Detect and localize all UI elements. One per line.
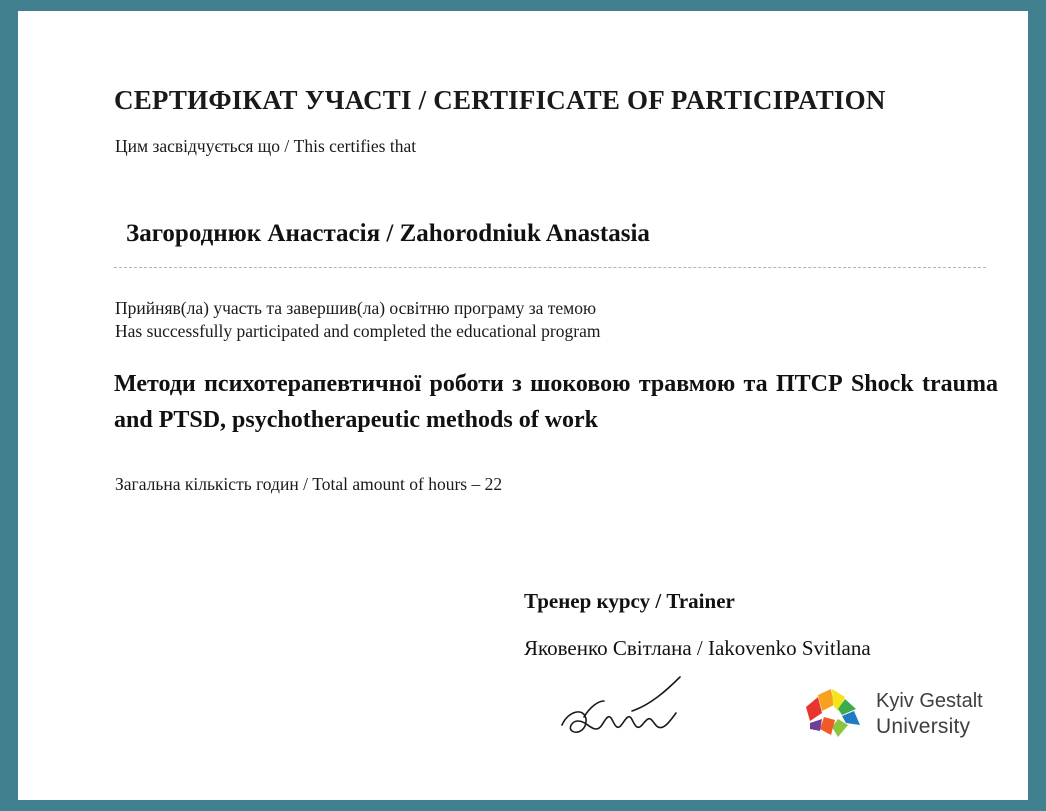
certificate-subtitle: Цим засвідчується що / This certifies that (115, 136, 417, 156)
participation-statement-en: Has successfully participated and completed the educational program (115, 321, 601, 341)
logo (804, 687, 994, 749)
recipient-name: Загороднюк Анастасія / Zahorodniuk Anastasia (126, 220, 650, 247)
signature-icon (554, 671, 754, 761)
participation-statement-uk: Прийняв(ла) участь та завершив(ла) освітню програму за темою (115, 298, 597, 318)
logo-text (876, 689, 983, 739)
certificate-title: СЕРТИФІКАТ УЧАСТІ / CERTIFICATE OF PARTICIPATION (114, 85, 886, 115)
logo-text-line1: Kyiv Gestalt (876, 690, 983, 712)
trainer-label: Тренер курсу / Trainer (524, 589, 735, 613)
kyiv-gestalt-university-logo-mark-icon (804, 687, 870, 745)
total-hours: Загальна кількість годин / Total amount of hours – 22 (115, 474, 503, 494)
certificate-page (18, 11, 1028, 800)
certificate-content (114, 11, 998, 800)
program-title: Методи психотерапевтичної роботи з шоковою травмою та ПТСР Shock trauma and PTSD, psychotherapeutic methods of work (114, 371, 998, 433)
recipient-divider (114, 267, 986, 268)
trainer-name: Яковенко Світлана / Iakovenko Svitlana (524, 636, 871, 660)
logo-text-line2: University (876, 715, 971, 738)
